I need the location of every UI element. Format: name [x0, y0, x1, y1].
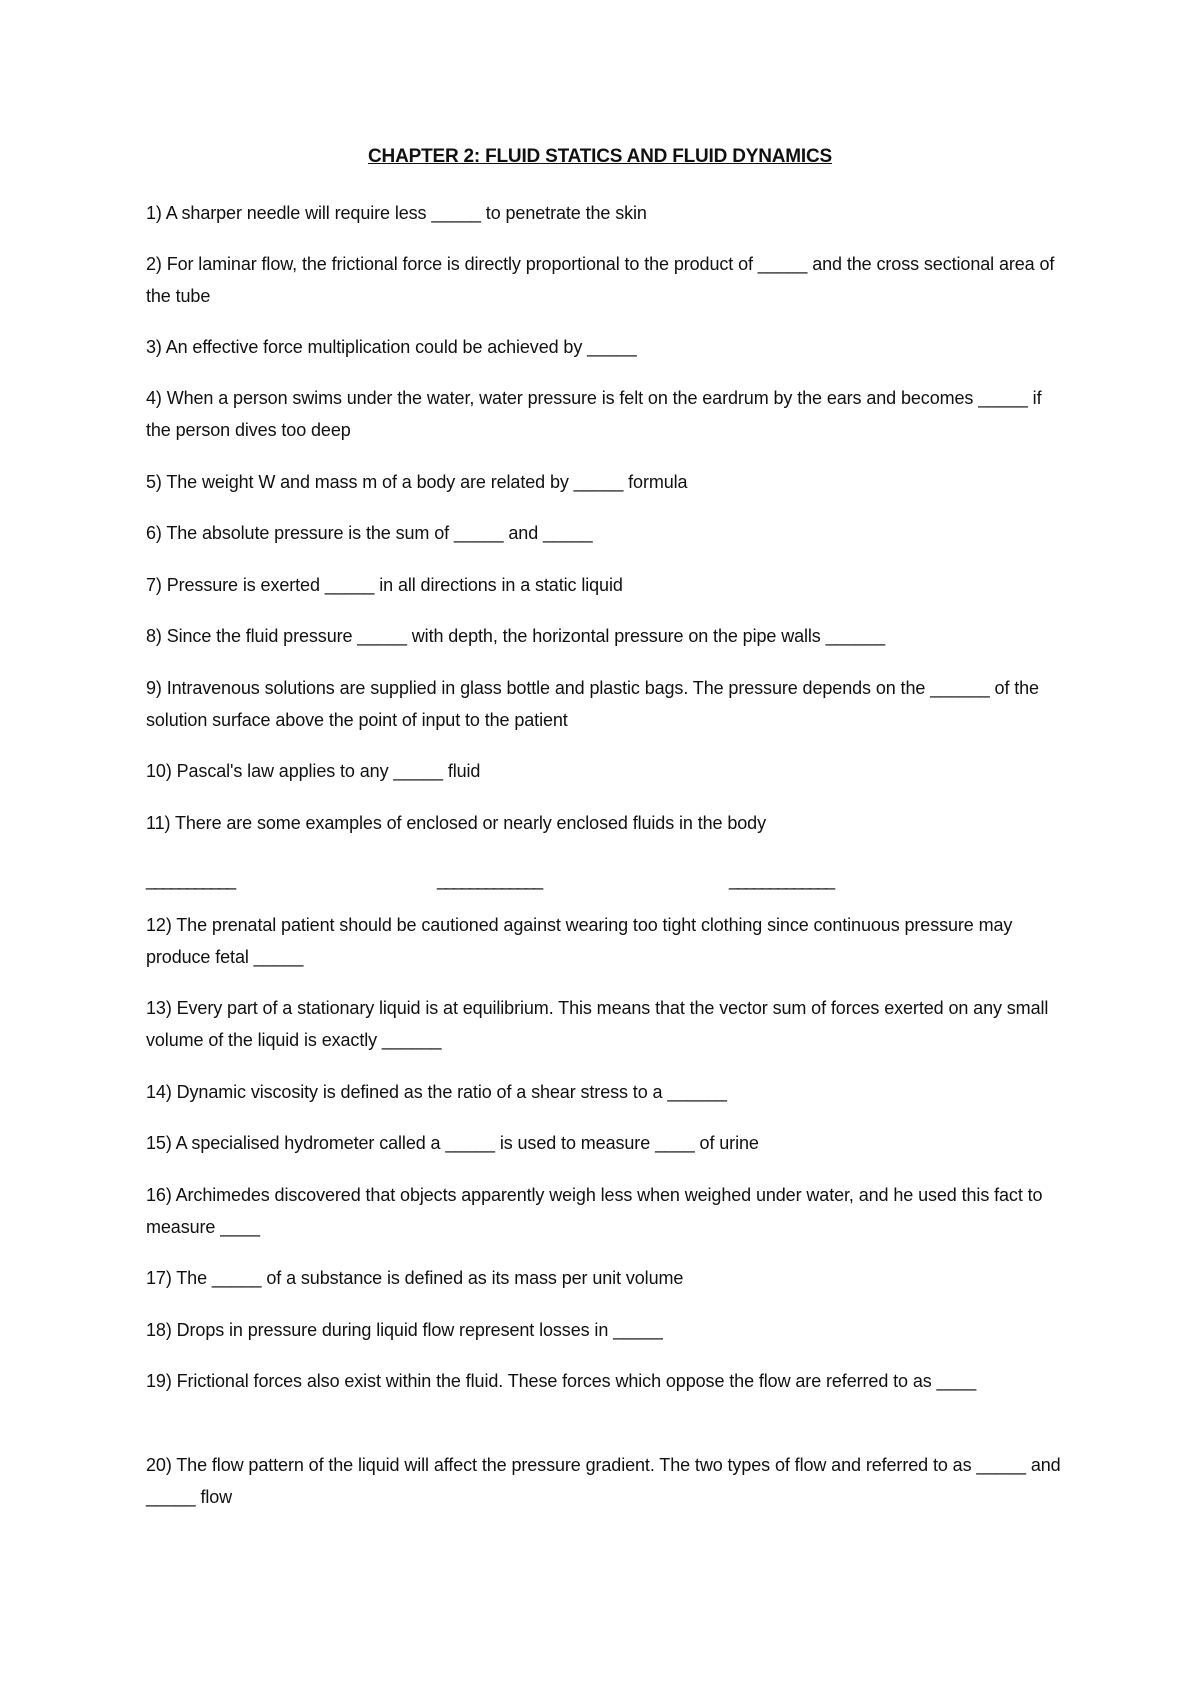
- answer-blank: _____________: [437, 870, 542, 890]
- question-6: 6) The absolute pressure is the sum of _____ and _____: [146, 523, 593, 543]
- question-14: 14) Dynamic viscosity is defined as the ratio of a shear stress to a ______: [146, 1082, 727, 1102]
- question-10: 10) Pascal's law applies to any _____ fluid: [146, 761, 481, 781]
- question-13: 13) Every part of a stationary liquid is at equilibrium. This means that the vector sum of forces exerted on any small volume of the liquid is exactly ______: [146, 998, 1049, 1050]
- question-5: 5) The weight W and mass m of a body are related by _____ formula: [146, 472, 688, 492]
- question-17: 17) The _____ of a substance is defined as its mass per unit volume: [146, 1268, 684, 1288]
- answer-blank: _____________: [729, 870, 834, 890]
- question-16: 16) Archimedes discovered that objects apparently weigh less when weighed under water, and he used this fact to measure ____: [146, 1185, 1043, 1237]
- question-8: 8) Since the fluid pressure _____ with depth, the horizontal pressure on the pipe walls ______: [146, 626, 886, 646]
- question-2: 2) For laminar flow, the frictional force is directly proportional to the product of _____ and the cross sectional area of the tube: [146, 254, 1055, 306]
- question-11: 11) There are some examples of enclosed or nearly enclosed fluids in the body: [146, 813, 766, 833]
- question-19: 19) Frictional forces also exist within the fluid. These forces which oppose the flow are referred to as ____: [146, 1371, 977, 1391]
- question-7: 7) Pressure is exerted _____ in all directions in a static liquid: [146, 575, 623, 595]
- answer-blank: ___________: [146, 870, 235, 890]
- question-18: 18) Drops in pressure during liquid flow represent losses in _____: [146, 1320, 663, 1340]
- question-15: 15) A specialised hydrometer called a _____ is used to measure ____ of urine: [146, 1133, 759, 1153]
- question-12: 12) The prenatal patient should be cautioned against wearing too tight clothing since continuous pressure may produce fetal _____: [146, 915, 1013, 967]
- question-1: 1) A sharper needle will require less _____ to penetrate the skin: [146, 203, 647, 223]
- question-9: 9) Intravenous solutions are supplied in glass bottle and plastic bags. The pressure depends on the ______ of the solution surface above the point of input to the patient: [146, 678, 1039, 730]
- question-4: 4) When a person swims under the water, water pressure is felt on the eardrum by the ears and becomes _____ if the person dives too deep: [146, 388, 1042, 440]
- question-3: 3) An effective force multiplication could be achieved by _____: [146, 337, 637, 357]
- question-20: 20) The flow pattern of the liquid will affect the pressure gradient. The two types of flow and referred to as _____ and _____ flow: [146, 1455, 1061, 1507]
- question-11-blanks: [146, 864, 906, 896]
- page-title: CHAPTER 2: FLUID STATICS AND FLUID DYNAMICS: [368, 146, 832, 167]
